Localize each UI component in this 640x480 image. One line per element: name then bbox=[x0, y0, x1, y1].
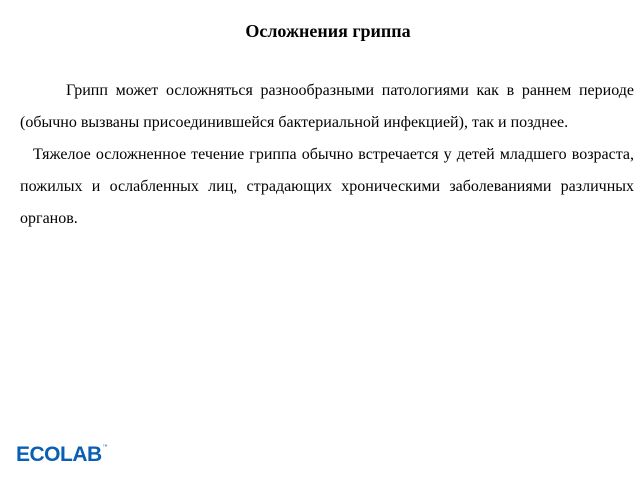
logo-wordmark: ECOLAB bbox=[16, 443, 102, 466]
paragraph-1: Грипп может осложняться разнообразными патологиями как в раннем периоде (обычно вызваны присоединившейся бактериальной инфекцией), так и позднее. bbox=[20, 82, 634, 131]
slide-title: Осложнения гриппа bbox=[245, 21, 411, 41]
paragraph-2: Тяжелое осложненное течение гриппа обычно встречается у детей младшего возраста, пожилых и ослабленных лиц, страдающих хроническими заболеваниями различных органов. bbox=[20, 146, 634, 227]
ecolab-logo bbox=[16, 444, 108, 468]
slide-body bbox=[20, 75, 634, 235]
logo-trademark: ™ bbox=[102, 444, 108, 450]
